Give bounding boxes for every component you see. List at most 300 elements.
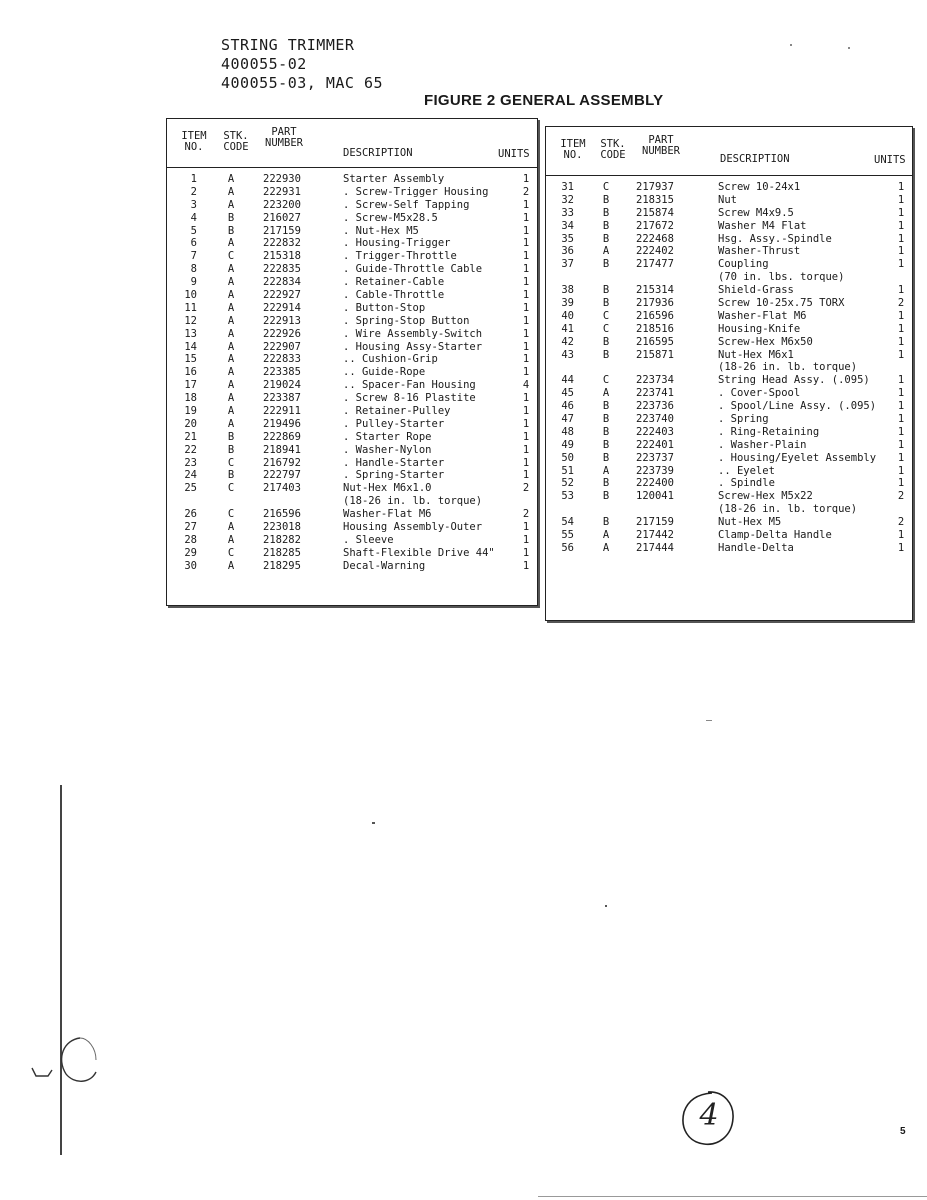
item-number: 19 [184,405,197,418]
item-number: 34 [561,219,574,232]
table-row [167,405,537,418]
table-row [546,413,912,426]
part-description: Screw-Hex M6x50 [718,335,813,348]
part-description: Washer-Thrust [718,245,801,258]
unit-count: 2 [522,185,530,198]
item-number: 52 [561,477,574,490]
col-units-header: UNITS [498,148,530,160]
col-item-header: ITEM NO. [560,138,586,161]
part-number: 222468 [636,232,674,245]
part-number: 223740 [636,413,674,426]
table-row [546,361,912,374]
item-number: 41 [561,322,574,335]
item-number: 44 [561,374,574,387]
part-description: Screw M4x9.5 [718,206,794,219]
unit-count: 1 [522,327,530,340]
unit-count: 1 [522,533,530,546]
part-description: .. Guide-Rope [343,366,426,379]
stock-code: A [227,185,235,198]
unit-count: 2 [897,490,905,503]
item-number: 56 [561,541,574,554]
part-description: . Cover-Spool [718,387,801,400]
part-description: . Retainer-Pulley [343,405,451,418]
unit-count: 1 [522,289,530,302]
table-row [546,284,912,297]
part-description: (18-26 in. lb. torque) [718,503,858,516]
unit-count: 1 [522,211,530,224]
col-desc-header: DESCRIPTION [343,147,413,159]
part-description: Handle-Delta [718,541,794,554]
part-number: 223734 [636,374,674,387]
col-stk-header: STK. CODE [223,130,249,153]
part-description: . Sleeve [343,533,394,546]
document-header [221,36,383,93]
hole-punch-mark [26,1030,106,1090]
stock-code: C [227,546,235,559]
unit-count: 1 [897,348,905,361]
part-number: 222907 [263,340,301,353]
table-row [546,529,912,542]
part-number: 219496 [263,417,301,430]
part-description: Shield-Grass [718,284,794,297]
item-number: 26 [184,508,197,521]
item-number: 21 [184,430,197,443]
stock-code: B [602,477,610,490]
part-description: Nut-Hex M6x1.0 [343,482,432,495]
part-number: 222927 [263,289,301,302]
part-number: 216027 [263,211,301,224]
part-number: 216792 [263,456,301,469]
unit-count: 1 [897,413,905,426]
unit-count: 1 [897,335,905,348]
unit-count: 1 [897,477,905,490]
unit-count: 1 [522,198,530,211]
part-description: . Nut-Hex M5 [343,224,419,237]
part-description: . Washer-Nylon [343,443,432,456]
item-number: 6 [190,237,197,250]
item-number: 10 [184,289,197,302]
item-number: 18 [184,392,197,405]
item-number: 17 [184,379,197,392]
part-description: Washer-Flat M6 [718,309,807,322]
unit-count: 2 [897,516,905,529]
table-row [167,379,537,392]
table-row [546,233,912,246]
part-number: 218315 [636,193,674,206]
table-row [546,387,912,400]
item-number: 35 [561,232,574,245]
part-description: . Spring [718,413,769,426]
table-row [546,207,912,220]
col-item-header: ITEM NO. [181,130,207,153]
part-number: 223018 [263,521,301,534]
col-part-header: PART NUMBER [265,126,303,149]
item-number: 9 [190,276,197,289]
unit-count: 1 [897,322,905,335]
table-row [167,560,537,573]
part-description: . Wire Assembly-Switch [343,327,483,340]
stock-code: A [227,301,235,314]
item-number: 40 [561,309,574,322]
part-number: 217937 [636,181,674,193]
table-row [546,426,912,439]
part-number: 222913 [263,314,301,327]
item-number: 8 [190,263,197,276]
unit-count: 1 [522,456,530,469]
unit-count: 2 [522,482,530,495]
unit-count: 1 [897,374,905,387]
part-description: . Starter Rope [343,430,432,443]
part-number: 222834 [263,276,301,289]
stock-code: B [602,425,610,438]
table-row [546,516,912,529]
table-row [167,366,537,379]
table-row [546,245,912,258]
item-number: 42 [561,335,574,348]
stock-code: C [227,456,235,469]
table-row [167,225,537,238]
part-number: 222402 [636,245,674,258]
table-row [167,173,537,186]
unit-count: 1 [522,340,530,353]
table-row [167,328,537,341]
part-number: 222797 [263,469,301,482]
page-number: 5 [900,1126,906,1137]
unit-count: 1 [897,400,905,413]
part-description: . Screw-Self Tapping [343,198,470,211]
part-number: 216595 [636,335,674,348]
table-row [167,315,537,328]
part-description: . Trigger-Throttle [343,250,457,263]
part-description: Coupling [718,258,769,271]
part-description: (70 in. lbs. torque) [718,271,845,284]
item-number: 3 [190,198,197,211]
scan-speck [790,44,792,46]
unit-count: 1 [897,193,905,206]
stock-code: A [227,276,235,289]
stock-code: C [227,508,235,521]
item-number: 2 [190,185,197,198]
part-description: (18-26 in. lb. torque) [343,495,483,508]
scan-speck [706,720,712,721]
table-row [546,271,912,284]
stock-code: C [227,250,235,263]
stock-code: A [602,541,610,554]
table-row [167,302,537,315]
unit-count: 1 [522,276,530,289]
part-number: 216596 [636,309,674,322]
product-name: STRING TRIMMER [221,36,355,54]
table-row [167,482,537,495]
unit-count: 1 [522,546,530,559]
unit-count: 4 [522,379,530,392]
part-number: 217159 [263,224,301,237]
table-row [546,258,912,271]
stock-code: B [602,258,610,271]
part-number: 223200 [263,198,301,211]
part-description: . Cable-Throttle [343,289,445,302]
part-description: . Guide-Throttle Cable [343,263,483,276]
item-number: 15 [184,353,197,366]
unit-count: 1 [522,263,530,276]
part-number: 222914 [263,301,301,314]
item-number: 47 [561,413,574,426]
stock-code: B [602,193,610,206]
item-number: 29 [184,546,197,559]
item-number: 36 [561,245,574,258]
unit-count: 1 [522,521,530,534]
table-row [546,374,912,387]
table-row [546,452,912,465]
unit-count: 1 [522,224,530,237]
unit-count: 1 [897,464,905,477]
item-number: 45 [561,387,574,400]
part-number: 223387 [263,392,301,405]
stock-code: B [602,335,610,348]
part-number: 222926 [263,327,301,340]
table-row [546,336,912,349]
unit-count: 1 [522,417,530,430]
item-number: 16 [184,366,197,379]
part-description: String Head Assy. (.095) [718,374,870,387]
table-row [546,477,912,490]
table-row [546,439,912,452]
stock-code: A [227,405,235,418]
stock-code: B [227,224,235,237]
part-number: 222869 [263,430,301,443]
part-number: 215874 [636,206,674,219]
table-body [167,173,537,573]
scan-speck [848,47,850,49]
part-description: . Spindle [718,477,775,490]
item-number: 48 [561,425,574,438]
part-number: 222911 [263,405,301,418]
stock-code: A [602,464,610,477]
unit-count: 1 [522,353,530,366]
part-description: Starter Assembly [343,173,445,185]
scan-edge-line [538,1196,927,1197]
stock-code: A [602,529,610,542]
scan-speck [605,905,607,907]
part-description: . Spring-Stop Button [343,314,470,327]
part-number: 222931 [263,185,301,198]
part-number: 223736 [636,400,674,413]
part-description: Housing-Knife [718,322,801,335]
part-description: . Screw-M5x28.5 [343,211,438,224]
stock-code: A [227,237,235,250]
stock-code: B [602,516,610,529]
part-description: . Pulley-Starter [343,417,445,430]
item-number: 28 [184,533,197,546]
part-number: 216596 [263,508,301,521]
unit-count: 1 [522,430,530,443]
table-row [546,503,912,516]
unit-count: 1 [897,284,905,297]
part-number: 223385 [263,366,301,379]
model-number-alt: 400055-03, MAC 65 [221,74,384,92]
part-description: Screw-Hex M5x22 [718,490,813,503]
table-row [167,199,537,212]
part-number: 222403 [636,425,674,438]
stock-code: B [227,211,235,224]
part-number: 217672 [636,219,674,232]
unit-count: 1 [522,392,530,405]
item-number: 11 [184,301,197,314]
stock-code: C [602,309,610,322]
item-number: 7 [190,250,197,263]
stock-code: A [227,392,235,405]
part-description: Decal-Warning [343,559,426,572]
stock-code: B [602,490,610,503]
part-description: .. Eyelet [718,464,775,477]
unit-count: 1 [897,451,905,464]
stock-code: A [227,366,235,379]
stock-code: A [227,289,235,302]
table-row [546,465,912,478]
part-number: 222401 [636,438,674,451]
stock-code: A [227,327,235,340]
stock-code: B [602,284,610,297]
stock-code: B [602,232,610,245]
part-description: . Washer-Plain [718,438,807,451]
part-description: Screw 10-24x1 [718,181,801,193]
part-number: 219024 [263,379,301,392]
unit-count: 2 [522,508,530,521]
table-row [167,495,537,508]
part-description: . Housing-Trigger [343,237,451,250]
item-number: 4 [190,211,197,224]
table-row [167,237,537,250]
part-number: 222930 [263,173,301,185]
unit-count: 1 [522,173,530,185]
col-part-header: PART NUMBER [642,134,680,157]
part-number: 215314 [636,284,674,297]
table-row [167,508,537,521]
part-number: 217936 [636,297,674,310]
part-number: 218285 [263,546,301,559]
item-number: 39 [561,297,574,310]
table-row [167,392,537,405]
table-header [546,127,912,176]
stock-code: B [602,413,610,426]
part-description: (18-26 in. lb. torque) [718,361,858,374]
part-description: . Spool/Line Assy. (.095) [718,400,877,413]
table-row [546,297,912,310]
part-number: 217477 [636,258,674,271]
item-number: 5 [190,224,197,237]
table-row [546,220,912,233]
table-row [546,181,912,194]
unit-count: 1 [897,425,905,438]
part-number: 222835 [263,263,301,276]
part-description: Washer-Flat M6 [343,508,432,521]
part-description: . Housing/Eyelet Assembly [718,451,877,464]
part-description: . Retainer-Cable [343,276,445,289]
unit-count: 1 [897,258,905,271]
unit-count: 1 [897,181,905,193]
unit-count: 1 [522,366,530,379]
item-number: 50 [561,451,574,464]
handwritten-number: 4 [699,1098,719,1133]
part-description: . Screw-Trigger Housing [343,185,489,198]
item-number: 54 [561,516,574,529]
col-desc-header: DESCRIPTION [720,153,790,165]
item-number: 23 [184,456,197,469]
stock-code: A [602,387,610,400]
item-number: 13 [184,327,197,340]
part-number: 215318 [263,250,301,263]
unit-count: 1 [897,529,905,542]
item-number: 37 [561,258,574,271]
part-description: Washer M4 Flat [718,219,807,232]
part-number: 218295 [263,559,301,572]
part-description: Nut-Hex M5 [718,516,782,529]
stock-code: A [227,353,235,366]
unit-count: 1 [522,443,530,456]
table-row [167,250,537,263]
unit-count: 2 [897,297,905,310]
part-description: Nut [718,193,737,206]
unit-count: 1 [897,206,905,219]
stock-code: A [227,379,235,392]
table-row [167,263,537,276]
col-units-header: UNITS [874,154,906,166]
stock-code: B [602,297,610,310]
part-number: 217403 [263,482,301,495]
part-description: Clamp-Delta Handle [718,529,832,542]
part-number: 217442 [636,529,674,542]
part-number: 215871 [636,348,674,361]
item-number: 53 [561,490,574,503]
stock-code: A [227,533,235,546]
table-row [167,431,537,444]
part-number: 218282 [263,533,301,546]
scan-speck [372,822,375,824]
part-description: . Handle-Starter [343,456,445,469]
part-number: 223739 [636,464,674,477]
part-description: .. Cushion-Grip [343,353,438,366]
item-number: 12 [184,314,197,327]
unit-count: 1 [897,438,905,451]
part-number: 223741 [636,387,674,400]
stock-code: A [227,521,235,534]
item-number: 24 [184,469,197,482]
part-number: 217159 [636,516,674,529]
table-row [167,534,537,547]
item-number: 32 [561,193,574,206]
part-number: 222400 [636,477,674,490]
part-description: . Screw 8-16 Plastite [343,392,476,405]
stock-code: A [227,314,235,327]
col-stk-header: STK. CODE [600,138,626,161]
parts-table-left [166,118,538,606]
table-row [167,418,537,431]
part-number: 218941 [263,443,301,456]
stock-code: C [602,374,610,387]
stock-code: C [227,482,235,495]
part-description: Housing Assembly-Outer [343,521,483,534]
part-number: 222833 [263,353,301,366]
stock-code: B [602,206,610,219]
table-header [167,119,537,168]
unit-count: 1 [522,559,530,572]
item-number: 30 [184,559,197,572]
part-description: . Housing Assy-Starter [343,340,483,353]
table-row [167,521,537,534]
unit-count: 1 [522,405,530,418]
unit-count: 1 [897,245,905,258]
table-row [167,341,537,354]
